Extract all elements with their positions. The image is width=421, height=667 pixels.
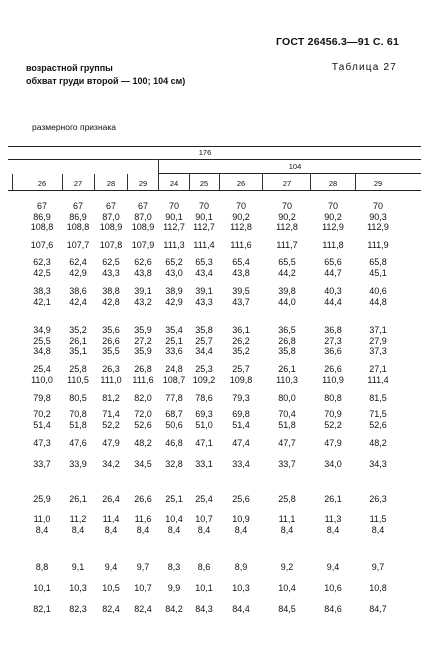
- column-header: 29: [373, 179, 383, 188]
- table-cell: 11,1 8,4: [278, 514, 296, 535]
- table-cell: 9,7: [136, 562, 150, 572]
- table-cell: 82,0: [134, 393, 152, 403]
- column-header: 27: [282, 179, 292, 188]
- table-cell: 84,5: [278, 604, 296, 614]
- column-header: 29: [138, 179, 148, 188]
- table-cell: 67 87,0 108,9: [131, 201, 155, 232]
- table-cell: 80,0: [278, 393, 296, 403]
- table-cell: 111,6: [230, 240, 252, 250]
- table-cell: 25,3 109,2: [192, 364, 216, 385]
- table-cell: 72,0 52,6: [134, 409, 152, 430]
- table-cell: 70 90,2 112,8: [230, 201, 252, 232]
- table-cell: 25,8: [278, 494, 296, 504]
- column-header: 24: [169, 179, 179, 188]
- table-cell: 10,1: [33, 583, 51, 593]
- table-cell: 111,3: [163, 240, 185, 250]
- table-cell: 82,3: [69, 604, 87, 614]
- table-cell: 70,2 51,4: [33, 409, 51, 430]
- table-cell: 10,6: [324, 583, 342, 593]
- table-cell: 67 87,0 108,9: [99, 201, 123, 232]
- column-divider: [12, 174, 13, 190]
- table-cell: 62,5 43,3: [102, 257, 120, 278]
- table-cell: 65,8 45,1: [369, 257, 387, 278]
- table-cell: 77,8: [165, 393, 183, 403]
- table-cell: 25,7 109,8: [229, 364, 253, 385]
- table-cell: 65,3 43,4: [195, 257, 213, 278]
- column-divider: [262, 174, 263, 190]
- table-cell: 34,5: [134, 459, 152, 469]
- table-cell: 65,2 43,0: [165, 257, 183, 278]
- column-header: 25: [199, 179, 209, 188]
- column-divider: [310, 174, 311, 190]
- table-cell: 36,1 26,2 35,2: [232, 325, 250, 356]
- table-cell: 9,7: [371, 562, 385, 572]
- table-cell: 10,3: [69, 583, 87, 593]
- table-cell: 11,2 8,4: [69, 514, 87, 535]
- table-cell: 62,4 42,9: [69, 257, 87, 278]
- table-cell: 9,4: [326, 562, 340, 572]
- table-cell: 25,6: [232, 494, 250, 504]
- column-divider: [94, 174, 95, 190]
- table-cell: 11,0 8,4: [33, 514, 51, 535]
- table-cell: 82,4: [134, 604, 152, 614]
- table-cell: 46,8: [165, 438, 183, 448]
- table-cell: 10,7: [134, 583, 152, 593]
- table-cell: 10,4 8,4: [165, 514, 183, 535]
- table-cell: 62,6 43,8: [134, 257, 152, 278]
- column-divider: [219, 174, 220, 190]
- table-cell: 33,7: [33, 459, 51, 469]
- table-cell: 107,8: [99, 240, 123, 250]
- header-bottom-rule: [8, 190, 421, 191]
- table-cell: 47,9: [324, 438, 342, 448]
- table-cell: 38,3 42,1: [33, 286, 51, 307]
- table-cell: 26,1: [324, 494, 342, 504]
- group-header-176: 176: [198, 148, 212, 157]
- table-cell: 32,8: [165, 459, 183, 469]
- table-cell: 8,9: [234, 562, 248, 572]
- table-cell: 37,1 27,9 37,3: [369, 325, 387, 356]
- table-cell: 67 86,9 108,8: [66, 201, 90, 232]
- table-cell: 111,9: [367, 240, 389, 250]
- table-cell: 38,8 42,8: [102, 286, 120, 307]
- table-cell: 34,0: [324, 459, 342, 469]
- table-cell: 84,2: [165, 604, 183, 614]
- table-cell: 11,6 8,4: [134, 514, 152, 535]
- table-cell: 39,1 43,3: [195, 286, 213, 307]
- table-cell: 27,1 111,4: [367, 364, 389, 385]
- table-cell: 38,6 42,4: [69, 286, 87, 307]
- group-header-104: 104: [288, 162, 302, 171]
- table-cell: 10,5: [102, 583, 120, 593]
- table-cell: 84,3: [195, 604, 213, 614]
- table-top-rule: [8, 146, 421, 147]
- table-cell: 26,8 111,6: [132, 364, 154, 385]
- heading-age-group: возрастной группы: [26, 63, 113, 73]
- table-cell: 68,7 50,6: [165, 409, 183, 430]
- table-cell: 47,4: [232, 438, 250, 448]
- table-cell: 82,1: [33, 604, 51, 614]
- table-cell: 79,8: [33, 393, 51, 403]
- table-cell: 8,8: [35, 562, 49, 572]
- table-cell: 111,4: [193, 240, 215, 250]
- heading-chest-girth: обхват груди второй — 100; 104 см): [26, 76, 186, 86]
- table-cell: 107,7: [66, 240, 90, 250]
- table-cell: 34,2: [102, 459, 120, 469]
- table-cell: 26,3 111,0: [100, 364, 122, 385]
- table-cell: 80,5: [69, 393, 87, 403]
- table-cell: 9,2: [280, 562, 294, 572]
- table-cell: 65,4 43,8: [232, 257, 250, 278]
- table-cell: 26,1 110,3: [276, 364, 298, 385]
- table-cell: 70 90,1 112,7: [193, 201, 215, 232]
- table-cell: 48,2: [369, 438, 387, 448]
- column-divider: [127, 174, 128, 190]
- table-cell: 67 86,9 108,8: [30, 201, 54, 232]
- table-cell: 47,9: [102, 438, 120, 448]
- table-cell: 111,7: [276, 240, 298, 250]
- table-cell: 79,3: [232, 393, 250, 403]
- column-header: 26: [37, 179, 47, 188]
- column-header: 28: [106, 179, 116, 188]
- table-cell: 107,6: [30, 240, 54, 250]
- table-cell: 10,9 8,4: [232, 514, 250, 535]
- column-divider: [355, 174, 356, 190]
- column-header: 26: [236, 179, 246, 188]
- table-cell: 69,3 51,0: [195, 409, 213, 430]
- table-cell: 10,1: [195, 583, 213, 593]
- table-cell: 25,8 110,5: [67, 364, 89, 385]
- size-feature-subheading: размерного признака: [32, 122, 117, 132]
- table-cell: 40,3 44,4: [324, 286, 342, 307]
- table-cell: 48,2: [134, 438, 152, 448]
- column-header: 27: [73, 179, 83, 188]
- table-cell: 70 90,2 112,9: [322, 201, 344, 232]
- table-number: Таблица 27: [331, 62, 397, 73]
- table-cell: 78,6: [195, 393, 213, 403]
- table-cell: 9,9: [167, 583, 181, 593]
- table-cell: 10,8: [369, 583, 387, 593]
- table-cell: 70,9 52,2: [324, 409, 342, 430]
- table-cell: 11,4 8,4: [102, 514, 120, 535]
- table-cell: 24,8 108,7: [162, 364, 186, 385]
- table-cell: 47,7: [278, 438, 296, 448]
- table-cell: 26,1: [69, 494, 87, 504]
- table-cell: 25,9: [33, 494, 51, 504]
- table-cell: 25,1: [165, 494, 183, 504]
- table-cell: 111,8: [322, 240, 344, 250]
- table-cell: 81,2: [102, 393, 120, 403]
- table-cell: 9,4: [104, 562, 118, 572]
- table-cell: 84,4: [232, 604, 250, 614]
- table-cell: 70,4 51,8: [278, 409, 296, 430]
- column-header: 28: [328, 179, 338, 188]
- table-cell: 35,4 25,1 33,6: [165, 325, 183, 356]
- table-cell: 34,3: [369, 459, 387, 469]
- table-cell: 82,4: [102, 604, 120, 614]
- table-cell: 25,4 110,0: [31, 364, 53, 385]
- table-cell: 71,4 52,2: [102, 409, 120, 430]
- group-rule-176: [8, 159, 421, 160]
- table-cell: 11,3 8,4: [324, 514, 342, 535]
- table-cell: 70 90,2 112,8: [276, 201, 298, 232]
- table-cell: 107,9: [131, 240, 155, 250]
- column-divider: [158, 174, 159, 190]
- table-cell: 25,4: [195, 494, 213, 504]
- table-cell: 70 90,3 112,9: [367, 201, 389, 232]
- table-cell: 26,4: [102, 494, 120, 504]
- table-cell: 70,8 51,8: [69, 409, 87, 430]
- table-cell: 38,9 42,9: [165, 286, 183, 307]
- table-cell: 39,1 43,2: [134, 286, 152, 307]
- table-cell: 35,6 26,6 35,5: [102, 325, 120, 356]
- table-cell: 10,7 8,4: [195, 514, 213, 535]
- table-cell: 62,3 42,5: [33, 257, 51, 278]
- table-cell: 11,5 8,4: [369, 514, 387, 535]
- table-cell: 36,8 27,3 36,6: [324, 325, 342, 356]
- table-cell: 70 90,1 112,7: [163, 201, 185, 232]
- table-cell: 8,6: [197, 562, 211, 572]
- table-cell: 33,9: [69, 459, 87, 469]
- group-divider: [158, 159, 159, 174]
- table-cell: 33,4: [232, 459, 250, 469]
- table-cell: 84,6: [324, 604, 342, 614]
- table-cell: 71,5 52,6: [369, 409, 387, 430]
- table-cell: 84,7: [369, 604, 387, 614]
- table-cell: 34,9 25,5 34,8: [33, 325, 51, 356]
- table-cell: 80,8: [324, 393, 342, 403]
- table-cell: 9,1: [71, 562, 85, 572]
- table-cell: 39,8 44,0: [278, 286, 296, 307]
- gost-page-header: ГОСТ 26456.3—91 С. 61: [276, 36, 399, 48]
- table-cell: 26,3: [369, 494, 387, 504]
- table-cell: 10,4: [278, 583, 296, 593]
- table-cell: 8,3: [167, 562, 181, 572]
- table-cell: 26,6: [134, 494, 152, 504]
- table-cell: 35,8 25,7 34,4: [195, 325, 213, 356]
- column-divider: [62, 174, 63, 190]
- subgroup-rule: [158, 173, 421, 174]
- table-cell: 36,5 26,8 35,8: [278, 325, 296, 356]
- table-cell: 33,1: [195, 459, 213, 469]
- table-cell: 10,3: [232, 583, 250, 593]
- table-cell: 35,9 27,2 35,9: [134, 325, 152, 356]
- table-cell: 33,7: [278, 459, 296, 469]
- table-cell: 65,6 44,7: [324, 257, 342, 278]
- table-cell: 39,5 43,7: [232, 286, 250, 307]
- table-cell: 47,3: [33, 438, 51, 448]
- table-cell: 47,6: [69, 438, 87, 448]
- table-cell: 65,5 44,2: [278, 257, 296, 278]
- table-cell: 35,2 26,1 35,1: [69, 325, 87, 356]
- table-cell: 40,6 44,8: [369, 286, 387, 307]
- table-cell: 69,8 51,4: [232, 409, 250, 430]
- table-cell: 26,6 110,9: [322, 364, 344, 385]
- table-cell: 47,1: [195, 438, 213, 448]
- table-cell: 81,5: [369, 393, 387, 403]
